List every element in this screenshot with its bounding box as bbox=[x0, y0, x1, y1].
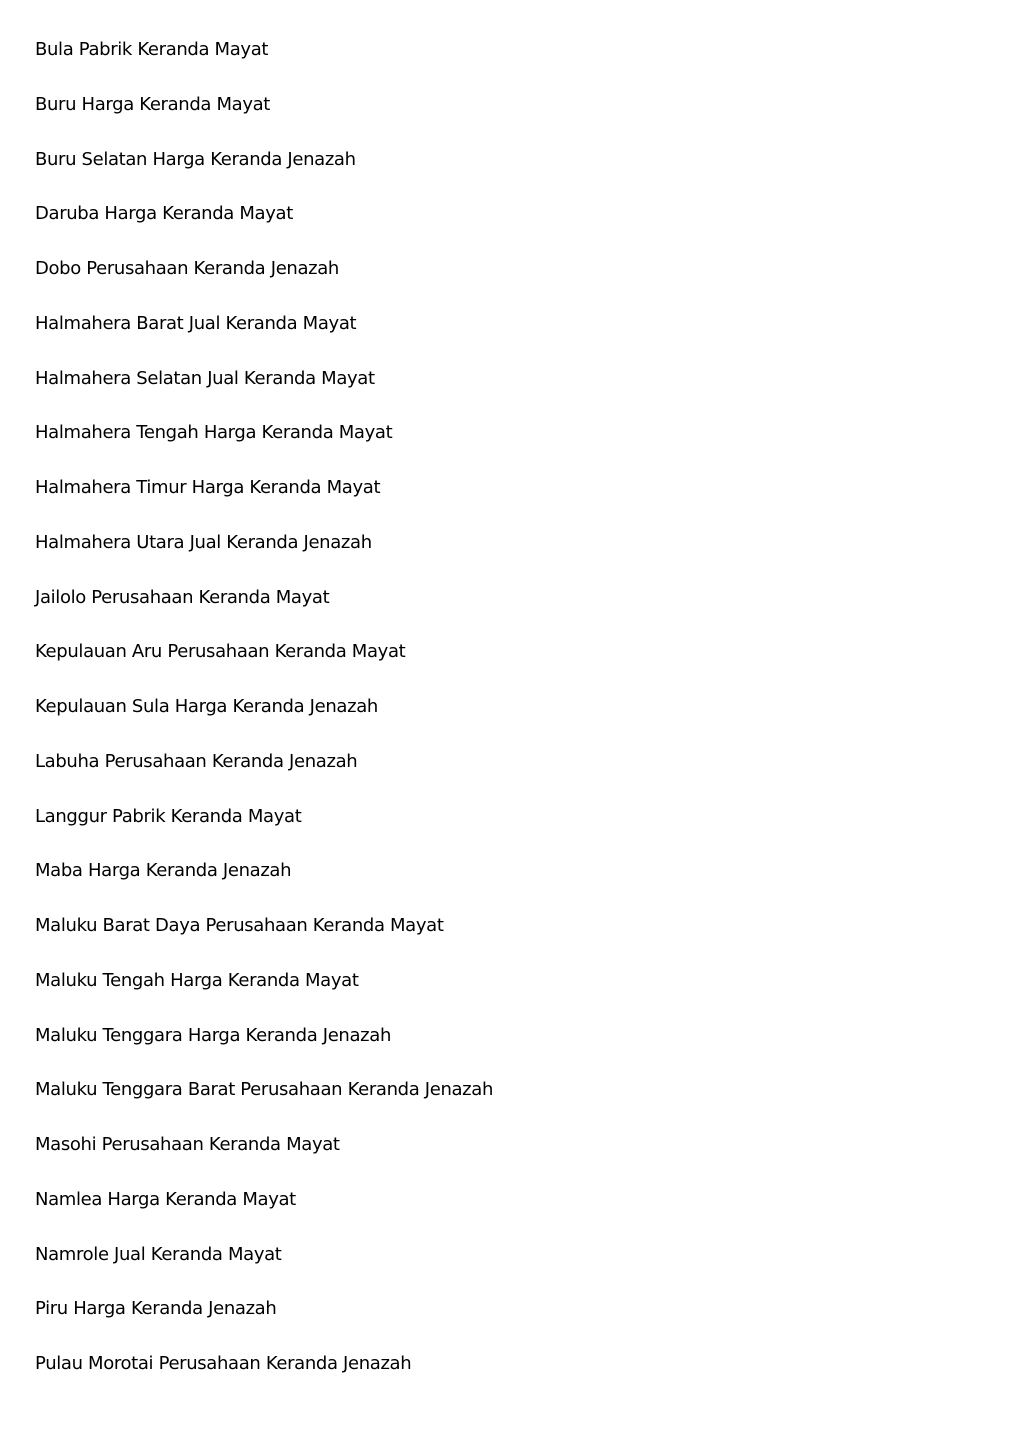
location-link[interactable]: Daruba Harga Keranda Mayat bbox=[35, 203, 293, 225]
list-item bbox=[35, 1022, 1024, 1077]
list-item bbox=[35, 857, 1024, 912]
list-item bbox=[35, 255, 1024, 310]
location-link[interactable]: Maluku Tengah Harga Keranda Mayat bbox=[35, 969, 359, 991]
location-link[interactable]: Maluku Tenggara Barat Perusahaan Keranda Jenazah bbox=[35, 1079, 494, 1101]
location-link[interactable]: Masohi Perusahaan Keranda Mayat bbox=[35, 1134, 340, 1155]
location-link[interactable]: Halmahera Timur Harga Keranda Mayat bbox=[35, 477, 381, 498]
list-item bbox=[35, 912, 1024, 967]
location-link-list bbox=[35, 36, 1024, 1405]
location-link[interactable]: Halmahera Selatan Jual Keranda Mayat bbox=[35, 367, 375, 389]
list-item bbox=[35, 1241, 1024, 1296]
location-link[interactable]: Bula Pabrik Keranda Mayat bbox=[35, 39, 269, 60]
list-item bbox=[35, 36, 1024, 91]
location-link[interactable]: Halmahera Barat Jual Keranda Mayat bbox=[35, 312, 357, 334]
list-item bbox=[35, 748, 1024, 803]
list-item bbox=[35, 365, 1024, 420]
location-link[interactable]: Langgur Pabrik Keranda Mayat bbox=[35, 805, 302, 827]
location-link[interactable]: Buru Selatan Harga Keranda Jenazah bbox=[35, 148, 356, 170]
list-item bbox=[35, 638, 1024, 693]
location-link[interactable]: Maluku Barat Daya Perusahaan Keranda Mayat bbox=[35, 915, 444, 936]
list-item bbox=[35, 146, 1024, 201]
location-link[interactable]: Kepulauan Aru Perusahaan Keranda Mayat bbox=[35, 641, 406, 663]
list-item bbox=[35, 1076, 1024, 1131]
location-link[interactable]: Maba Harga Keranda Jenazah bbox=[35, 860, 292, 882]
list-item bbox=[35, 1295, 1024, 1350]
list-item bbox=[35, 529, 1024, 584]
list-item bbox=[35, 310, 1024, 365]
location-link[interactable]: Dobo Perusahaan Keranda Jenazah bbox=[35, 258, 339, 279]
list-item bbox=[35, 584, 1024, 639]
location-link[interactable]: Piru Harga Keranda Jenazah bbox=[35, 1298, 277, 1320]
location-link[interactable]: Halmahera Tengah Harga Keranda Mayat bbox=[35, 422, 393, 444]
list-item bbox=[35, 91, 1024, 146]
location-link[interactable]: Maluku Tenggara Harga Keranda Jenazah bbox=[35, 1024, 392, 1046]
list-item bbox=[35, 1186, 1024, 1241]
location-link[interactable]: Labuha Perusahaan Keranda Jenazah bbox=[35, 750, 358, 772]
location-link[interactable]: Kepulauan Sula Harga Keranda Jenazah bbox=[35, 696, 378, 717]
list-item bbox=[35, 803, 1024, 858]
location-link[interactable]: Jailolo Perusahaan Keranda Mayat bbox=[35, 586, 330, 608]
list-item bbox=[35, 200, 1024, 255]
list-item bbox=[35, 474, 1024, 529]
location-link[interactable]: Buru Harga Keranda Mayat bbox=[35, 93, 271, 115]
list-item bbox=[35, 1131, 1024, 1186]
list-item bbox=[35, 1350, 1024, 1405]
location-link[interactable]: Namlea Harga Keranda Mayat bbox=[35, 1188, 296, 1210]
list-item bbox=[35, 419, 1024, 474]
location-link[interactable]: Pulau Morotai Perusahaan Keranda Jenazah bbox=[35, 1353, 412, 1374]
location-link[interactable]: Namrole Jual Keranda Mayat bbox=[35, 1243, 282, 1265]
list-item bbox=[35, 967, 1024, 1022]
location-link[interactable]: Halmahera Utara Jual Keranda Jenazah bbox=[35, 531, 372, 553]
list-item bbox=[35, 693, 1024, 748]
